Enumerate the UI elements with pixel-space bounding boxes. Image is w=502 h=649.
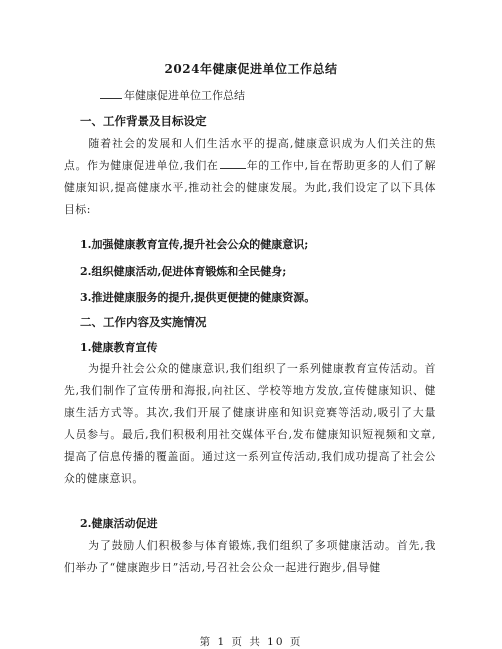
section-heading-background: 一、工作背景及目标设定 xyxy=(80,114,207,128)
paragraph-education xyxy=(64,358,436,490)
page-number-footer: 第 1 页 共 10 页 xyxy=(199,636,303,648)
paragraph-activities-text: 为了鼓励人们积极参与体育锻炼,我们组织了多项健康活动。首先,我们举办了“健康跑步日”活动,号召社会公众一起进行跑步,倡导健 xyxy=(64,539,436,574)
document-title: 2024年健康促进单位工作总结 xyxy=(164,62,338,76)
paragraph-background xyxy=(64,133,436,221)
subsection-heading-activities: 2.健康活动促进 xyxy=(80,517,158,530)
goal-item-1: 1.加强健康教育宣传,提升社会公众的健康意识; xyxy=(80,238,309,251)
paragraph-education-text: 为提升社会公众的健康意识,我们组织了一系列健康教育宣传活动。首先,我们制作了宣传册和海报,向社区、学校等地方发放,宣传健康知识、健康生活方式等。其次,我们开展了健康讲座和知识竞赛等活动,吸引了大量人员参与。最后,我们积极利用社交媒体平台,发布健康知识短视频和文章,提高了信息传播的覆盖面。通过这一系列宣传活动,我们成功提高了社会公众的健康意识。 xyxy=(64,362,436,485)
goal-item-2: 2.组织健康活动,促进体育锻炼和全民健身; xyxy=(80,265,287,278)
goal-item-3: 3.推进健康服务的提升,提供更便捷的健康资源。 xyxy=(80,291,316,304)
subtitle-blank xyxy=(100,88,122,99)
section-heading-work-content: 二、工作内容及实施情况 xyxy=(80,315,207,329)
year-blank xyxy=(220,158,246,169)
document-subtitle xyxy=(100,87,245,103)
subsection-heading-education: 1.健康教育宣传 xyxy=(80,341,158,354)
paragraph-activities xyxy=(64,535,436,579)
paragraph-background-part1: 随着社会的发展和人们生活水平的提高,健康意识成为人们关注的焦点。作为健康促进单位,我们在 xyxy=(64,137,436,172)
paragraph-background-part2: 年的工作中,旨在帮助更多的人们了解健康知识,提高健康水平,推动社会的健康发展。为此,我们设定了以下具体目标: xyxy=(64,159,436,216)
subtitle-text: 年健康促进单位工作总结 xyxy=(124,89,245,102)
